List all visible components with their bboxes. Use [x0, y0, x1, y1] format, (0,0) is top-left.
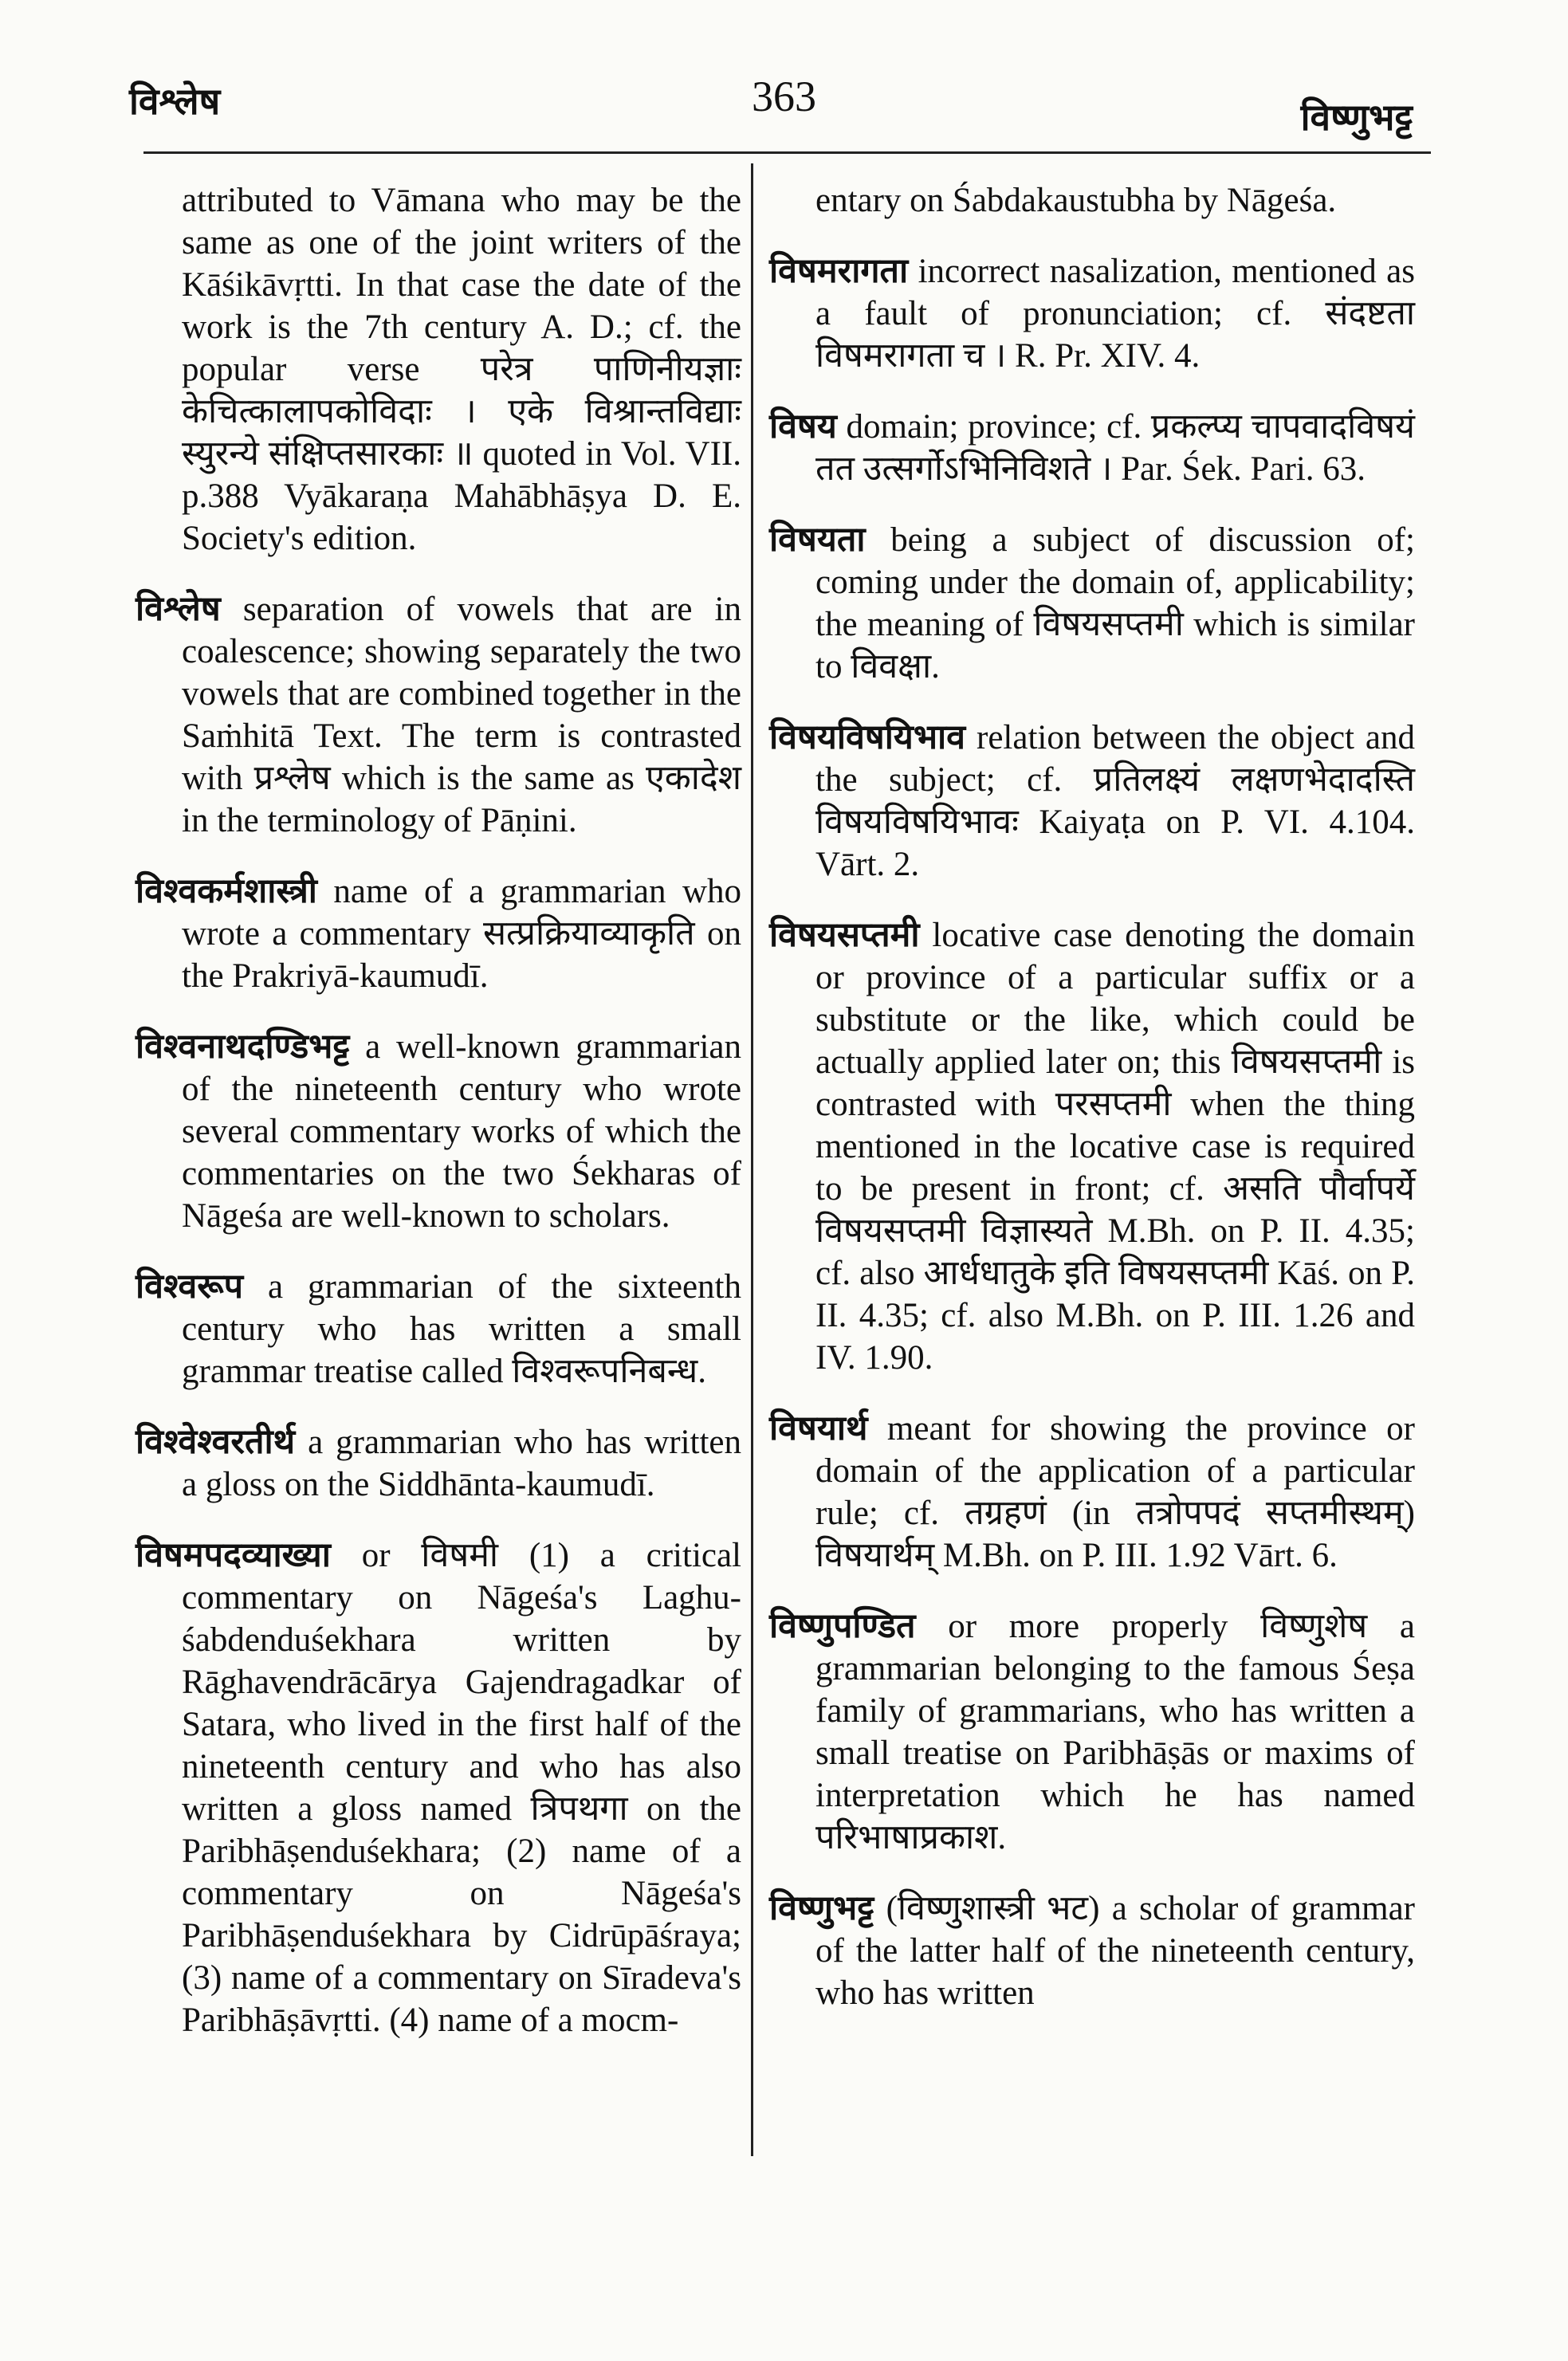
entry-text: meant for showing the province or domain of the application of a particular rule; cf. तग्रहणं (in तत्रोपपदं सप्तमीस्थम्) विषयार्थम् M.Bh. on P. III. 1.92 Vārt. 6.	[815, 1410, 1415, 1574]
entry-headword: विश्वरूप	[136, 1268, 244, 1306]
dictionary-entry	[136, 1421, 741, 1506]
entry-text: a well-known grammarian of the nineteenth century who wrote several commentary works of which the commentaries on the two Śekharas of Nāgeśa are well-known to scholars.	[182, 1028, 741, 1235]
dictionary-entry	[769, 406, 1415, 490]
entry-text: or विषमी (1) a critical commentary on Nāgeśa's Laghu-śabdenduśekhara written by Rāghavendrācārya Gajendragadkar of Satara, who lived in the first half of the nineteenth century and who has also written a gloss named त्रिपथगा on the Paribhāṣenduśekhara; (2) name of a commentary on Nāgeśa's Paribhāṣenduśekhara by Cidrūpāśraya; (3) name of a commentary on Sīradeva's Paribhāṣāvṛtti. (4) name of a mocm-	[182, 1537, 742, 2039]
entry-text: name of a grammarian who wrote a commentary सत्प्रक्रियाव्याकृति on the Prakriyā-kaumudī.	[182, 873, 742, 995]
entry-headword: विषमरागता	[769, 253, 909, 290]
dictionary-entry	[769, 1888, 1415, 2014]
header-left-word: विश्लेष	[129, 80, 221, 123]
entry-text: incorrect nasalization, mentioned as a fault of pronunciation; cf. संदष्टता विषमरागता च । R. Pr. XIV. 4.	[815, 253, 1415, 375]
entry-headword: विषयता	[769, 521, 866, 559]
entry-headword: विषयसप्तमी	[769, 917, 920, 954]
header-right-word: विष्णुभट्ट	[1300, 96, 1413, 139]
entry-headword: विषमपदव्याख्या	[136, 1537, 331, 1574]
entry-text: a grammarian who has written a gloss on the Siddhānta-kaumudī.	[182, 1424, 742, 1503]
entry-text: or more properly विष्णुशेष a grammarian belonging to the famous Śeṣa family of grammarians, who has written a small treatise on Paribhāṣās or maxims of interpretation which he has named परिभाषाप्रकाश.	[815, 1608, 1415, 1856]
dictionary-entry	[769, 519, 1415, 688]
column-divider	[751, 163, 753, 2156]
dictionary-entry	[136, 1026, 741, 1237]
entry-text: a grammarian of the sixteenth century who has written a small grammar treatise called विश्वरूपनिबन्ध.	[182, 1268, 742, 1390]
entry-headword: विश्वनाथदण्डिभट्ट	[136, 1028, 350, 1066]
entry-headword: विश्वेश्वरतीर्थ	[136, 1424, 296, 1461]
dictionary-entry	[769, 1605, 1415, 1859]
dictionary-entry	[769, 914, 1415, 1379]
entry-text: locative case denoting the domain or province of a particular suffix or a substitute or the like, which could be actually applied later on; this विषयसप्तमी is contrasted with परसप्तमी when the thing mentioned in the locative case is required to be present in front; cf. असति पौर्वापर्ये विषयसप्तमी विज्ञास्यते M.Bh. on P. II. 4.35; cf. also आर्धधातुके इति विषयसप्तमी Kāś. on P. II. 4.35; cf. also M.Bh. on P. III. 1.26 and IV. 1.90.	[815, 917, 1416, 1377]
entry-text: attributed to Vāmana who may be the same as one of the joint writers of the Kāśikāvṛtti. In that case the date of the work is the 7th century A. D.; cf. the popular verse परेत्र पाणिनीयज्ञाः केचित्कालापकोविदाः । एके विश्रान्तविद्याः स्युरन्ये संक्षिप्तसारकाः ॥ quoted in Vol. VII. p.388 Vyākaraṇa Mahābhāṣya D. E. Society's edition.	[182, 182, 741, 557]
right-column	[769, 179, 1415, 2043]
left-column	[136, 179, 741, 2070]
entry-text: domain; province; cf. प्रकल्प्य चापवादविषयं तत उत्सर्गोऽभिनिविशते । Par. Śek. Pari. 63.	[815, 408, 1415, 488]
dictionary-entry	[769, 179, 1415, 222]
header-rule	[143, 151, 1431, 154]
page-number: 363	[752, 73, 816, 120]
entry-headword: विश्लेष	[136, 591, 221, 628]
entry-text: entary on Śabdakaustubha by Nāgeśa.	[815, 182, 1337, 219]
entry-headword: विषयविषयिभाव	[769, 719, 966, 756]
entry-text: (विष्णुशास्त्री भट) a scholar of grammar of the latter half of the nineteenth century, who has written	[815, 1890, 1415, 2012]
dictionary-entry	[769, 1408, 1415, 1577]
entry-headword: विष्णुपण्डित	[769, 1608, 916, 1645]
dictionary-entry	[136, 1266, 741, 1393]
page-header	[0, 68, 1568, 139]
dictionary-entry	[136, 179, 741, 560]
dictionary-entry	[136, 588, 741, 842]
entry-headword: विषय	[769, 408, 837, 446]
entry-text: being a subject of discussion of; coming under the domain of, applicability; the meaning of विषयसप्तमी which is similar to विवक्षा.	[815, 521, 1415, 686]
dictionary-entry	[769, 717, 1415, 886]
dictionary-entry	[136, 1534, 741, 2041]
entry-headword: विषयार्थ	[769, 1410, 868, 1448]
entry-text: separation of vowels that are in coalescence; showing separately the two vowels that are combined together in the Saṁhitā Text. The term is contrasted with प्रश्लेष which is the same as एकादेश in the terminology of Pāṇini.	[182, 591, 741, 839]
entry-headword: विश्वकर्मशास्त्री	[136, 873, 317, 910]
entry-headword: विष्णुभट्ट	[769, 1890, 874, 1927]
dictionary-entry	[769, 250, 1415, 377]
dictionary-entry	[136, 870, 741, 997]
entry-text: relation between the object and the subject; cf. प्रतिलक्ष्यं लक्षणभेदादस्ति विषयविषयिभावः Kaiyaṭa on P. VI. 4.104. Vārt. 2.	[815, 719, 1416, 883]
